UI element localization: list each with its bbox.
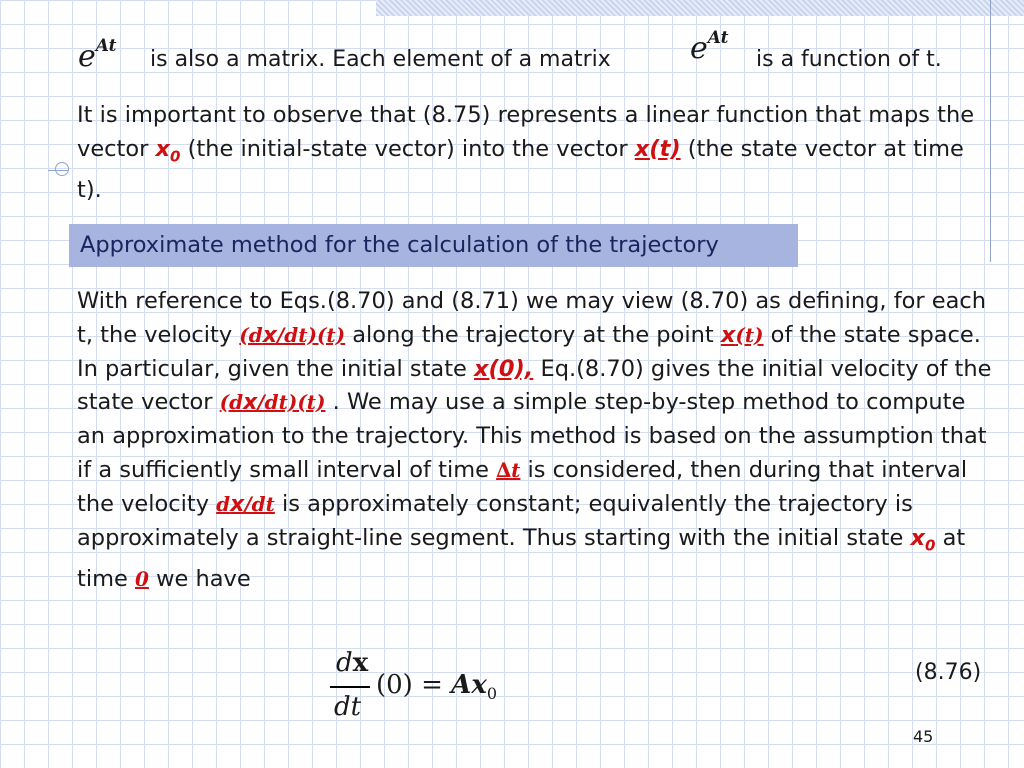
initial-state-x0-sub: $x_0$ bbox=[910, 524, 936, 555]
equation-number: (8.76) bbox=[915, 660, 982, 685]
header-hatch-band bbox=[376, 0, 1024, 16]
velocity-dxdt: dx/dt bbox=[216, 491, 275, 517]
paragraph-linear-function: It is important to observe that (8.75) represents a linear function that maps the vector $x_0$ (the initial-state vector) into the vector x(t) (the state vector at time t). bbox=[77, 102, 975, 204]
vector-x0: $x_0$ bbox=[155, 135, 181, 166]
delta-t: ∆t bbox=[496, 457, 521, 482]
point-xt: x(t) bbox=[720, 321, 764, 348]
initial-state-x0: x(0), bbox=[474, 355, 534, 382]
matrix-exponential-1: $e^{At}$ bbox=[78, 36, 117, 74]
paragraph-approximate-method: With reference to Eqs.(8.70) and (8.71) we may view (8.70) as defining, for each t, the velocity (dx/dt)(t) along the trajectory at the point x(t) of the state space. In particular, given the initial state x(0), Eq.(8.70) gives the initial velocity of the state vector (dx/dt)(t) . We may use a simple step-by-step method to compute an approximation to the trajectory. This method is based on the assumption that if a sufficiently small interval of time ∆t is considered, then during that interval the velocity dx/dt is approximately constant; equivalently the trajectory is approximately a straight-line segment. Thus starting with the initial state $x_0$ at time 0 we have bbox=[77, 288, 992, 592]
vector-xt: x(t) bbox=[634, 135, 681, 162]
decor-vertical-line bbox=[990, 0, 991, 262]
line1-text-b: is a function of t. bbox=[756, 47, 942, 72]
line1-text-a: is also a matrix. Each element of a matrix bbox=[150, 47, 611, 72]
fraction-bar bbox=[330, 686, 370, 688]
velocity-expression-2: (dx/dt)(t) bbox=[219, 390, 326, 416]
matrix-exponential-2: $e^{At}$ bbox=[690, 28, 729, 66]
section-heading-box bbox=[69, 224, 798, 267]
decor-circle bbox=[55, 162, 69, 176]
equation-8-76: dx dt $(0) = Ax_0$ bbox=[330, 648, 530, 733]
page-number: 45 bbox=[913, 727, 934, 746]
section-heading: Approximate method for the calculation of the trajectory bbox=[80, 232, 719, 258]
velocity-expression-1: (dx/dt)(t) bbox=[239, 322, 346, 348]
time-zero: 0 bbox=[135, 566, 149, 591]
equation-rhs: $(0) = Ax_0$ bbox=[376, 670, 498, 704]
